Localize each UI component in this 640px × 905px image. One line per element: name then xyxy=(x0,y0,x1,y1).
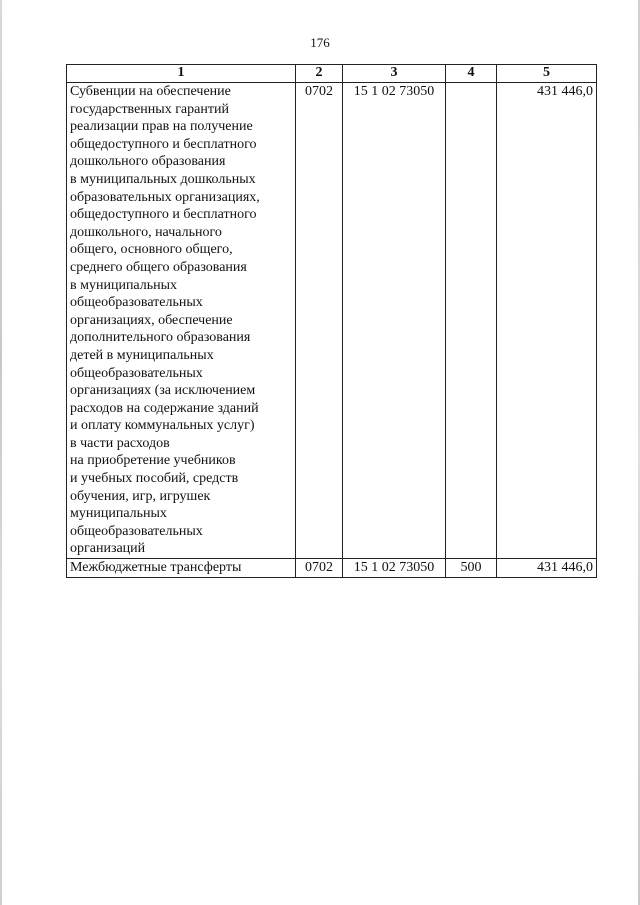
row-target-article: 15 1 02 73050 xyxy=(343,83,446,559)
header-col-2: 2 xyxy=(296,65,343,83)
row-name-line: Субвенции на обеспечение xyxy=(70,84,231,99)
row-name-line: в муниципальных xyxy=(70,277,178,293)
row-name-line: реализации прав на получение xyxy=(70,119,253,135)
header-col-1: 1 xyxy=(67,65,296,83)
row-name-line: организаций xyxy=(70,541,146,557)
row-section-code: 0702 xyxy=(296,83,343,559)
row-name-line: детей в муниципальных xyxy=(70,347,214,363)
row-name-line: организациях (за исключением xyxy=(70,383,256,399)
row-name-line: общеобразовательных xyxy=(70,523,203,539)
row-name-line: и оплату коммунальных услуг) xyxy=(70,418,255,434)
row-name-line: и учебных пособий, средств xyxy=(70,471,239,487)
row-name-line: муниципальных xyxy=(70,506,167,522)
row-name-cell xyxy=(67,83,296,559)
budget-table xyxy=(66,64,597,578)
row-name-line: расходов на содержание зданий xyxy=(70,400,259,416)
row-name-line: в муниципальных дошкольных xyxy=(70,171,256,187)
header-col-5: 5 xyxy=(497,65,597,83)
row-name-line: общеобразовательных xyxy=(70,365,203,381)
row-expense-type xyxy=(446,83,497,559)
row-name-line: образовательных организациях, xyxy=(70,189,260,205)
row-name-line: дополнительного образования xyxy=(70,330,251,346)
row-name-line: общедоступного и бесплатного xyxy=(70,207,257,223)
scan-edge-left xyxy=(0,0,2,905)
row-name-line: организациях, обеспечение xyxy=(70,312,233,328)
header-col-3: 3 xyxy=(343,65,446,83)
table-row xyxy=(67,83,597,559)
row-name-line: на приобретение учебников xyxy=(70,453,236,469)
row-name-line: обучения, игр, игрушек xyxy=(70,488,211,504)
row-name-line: дошкольного образования xyxy=(70,154,226,170)
row-name-line: общего, основного общего, xyxy=(70,242,233,258)
table-row xyxy=(67,559,597,578)
row-name-line: государственных гарантий xyxy=(70,101,229,117)
row-amount: 431 446,0 xyxy=(497,83,597,559)
row-section-code: 0702 xyxy=(296,559,343,578)
row-amount: 431 446,0 xyxy=(497,559,597,578)
row-target-article: 15 1 02 73050 xyxy=(343,559,446,578)
row-name-line: общедоступного и бесплатного xyxy=(70,136,257,152)
page-number: 176 xyxy=(310,35,330,50)
header-row xyxy=(67,65,597,83)
row-name-line: Межбюджетные трансферты xyxy=(70,560,242,576)
header-col-4: 4 xyxy=(446,65,497,83)
row-name-line: дошкольного, начального xyxy=(70,224,222,240)
row-name-line: в части расходов xyxy=(70,435,170,451)
row-expense-type: 500 xyxy=(446,559,497,578)
row-name-cell xyxy=(67,559,296,578)
row-name-line: общеобразовательных xyxy=(70,295,203,311)
row-name-line: среднего общего образования xyxy=(70,259,247,275)
